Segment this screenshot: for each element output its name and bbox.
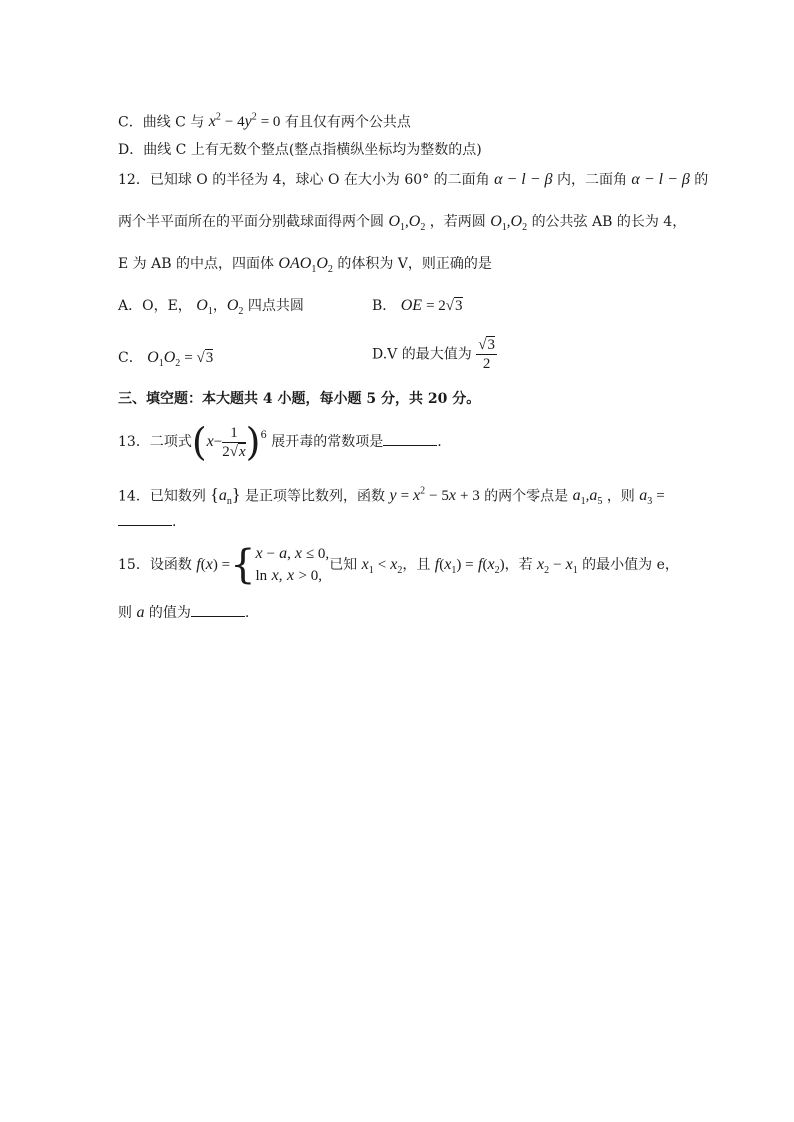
- q12-line-2: 两个半平面所在的平面分别截球面得两个圆 $O_1,O_2$ ，若两圆 $O_1,O_2$ 的公共弦 AB 的长为 4，: [118, 213, 687, 234]
- q13: 13．二项式(x− $\frac{1}{2√x}$ )$^6$ 展开毒的常数项是 .: [118, 420, 442, 464]
- q11-option-c: C．曲线 C 与 $x^2 - 4y^2 = 0$ 有且仅有两个公共点: [118, 112, 411, 131]
- tetrahedron-name: $OAO_1O_2$: [278, 255, 333, 276]
- q15-line-1: 15．设函数 f(x) ={ x − a, x ≤ 0, ln x, x > 0, 已知 $x_1 < x_2$，且 $f(x_1) = f(x_2)$，若 $x_2 - x_1$ 的最小值为 e，: [118, 542, 679, 588]
- q15-piecewise: x − a, x ≤ 0, ln x, x > 0,: [255, 545, 330, 584]
- q12-line-1: 12．已知球 O 的半径为 4，球心 O 在大小为 60° 的二面角 α − l − β 内，二面角 α − l − β 的: [118, 171, 709, 188]
- q12-line-3: E 为 AB 的中点，四面体 $OAO_1O_2$ 的体积为 V，则正确的是: [118, 255, 492, 276]
- fraction-1-over-2sqrtx: $\frac{1}{2√x}$: [222, 424, 246, 460]
- q15-line-2: 则 a 的值为 .: [118, 604, 250, 621]
- q15-answer-blank[interactable]: [191, 615, 245, 617]
- q12-option-b: B． OE = 2√3: [372, 297, 463, 314]
- q14-line-1: 14．已知数列 $\{a_n\}$ 是正项等比数列，函数 $y = x^2 - 5x + 3$ 的两个零点是 $a_1,a_5$ ，则 $a_3$ =: [118, 484, 665, 508]
- circles-o1-o2-b: $O_1,O_2$: [490, 213, 528, 234]
- dihedral-angle-2: α − l − β: [631, 171, 690, 188]
- dihedral-angle-1: α − l − β: [494, 171, 553, 188]
- q14-line-2: .: [118, 512, 176, 532]
- q14-function: $y = x^2 - 5x + 3$: [389, 486, 480, 505]
- q14-answer-blank[interactable]: [118, 524, 172, 526]
- q11-option-d: D．曲线 C 上有无数个整点(整点指横纵坐标均为整数的点): [118, 142, 482, 158]
- circles-o1-o2: $O_1,O_2$: [388, 213, 426, 234]
- section-3-heading: 三、填空题：本大题共 4 小题，每小题 5 分，共 20 分。: [118, 391, 481, 407]
- q12-option-d: D.V 的最大值为 $\frac{√3}{2}$: [372, 337, 495, 372]
- q12-option-c: C． $O_1O_2 = √3$: [118, 349, 214, 370]
- fraction-sqrt3-over-2: $\frac{√3}{2}$: [478, 337, 495, 372]
- q12-option-a: A．O，E， $O_1$，$O_2$ 四点共圆: [118, 297, 304, 318]
- q13-answer-blank[interactable]: [383, 444, 437, 446]
- q11-equation: $x^2 - 4y^2 = 0$: [208, 112, 281, 131]
